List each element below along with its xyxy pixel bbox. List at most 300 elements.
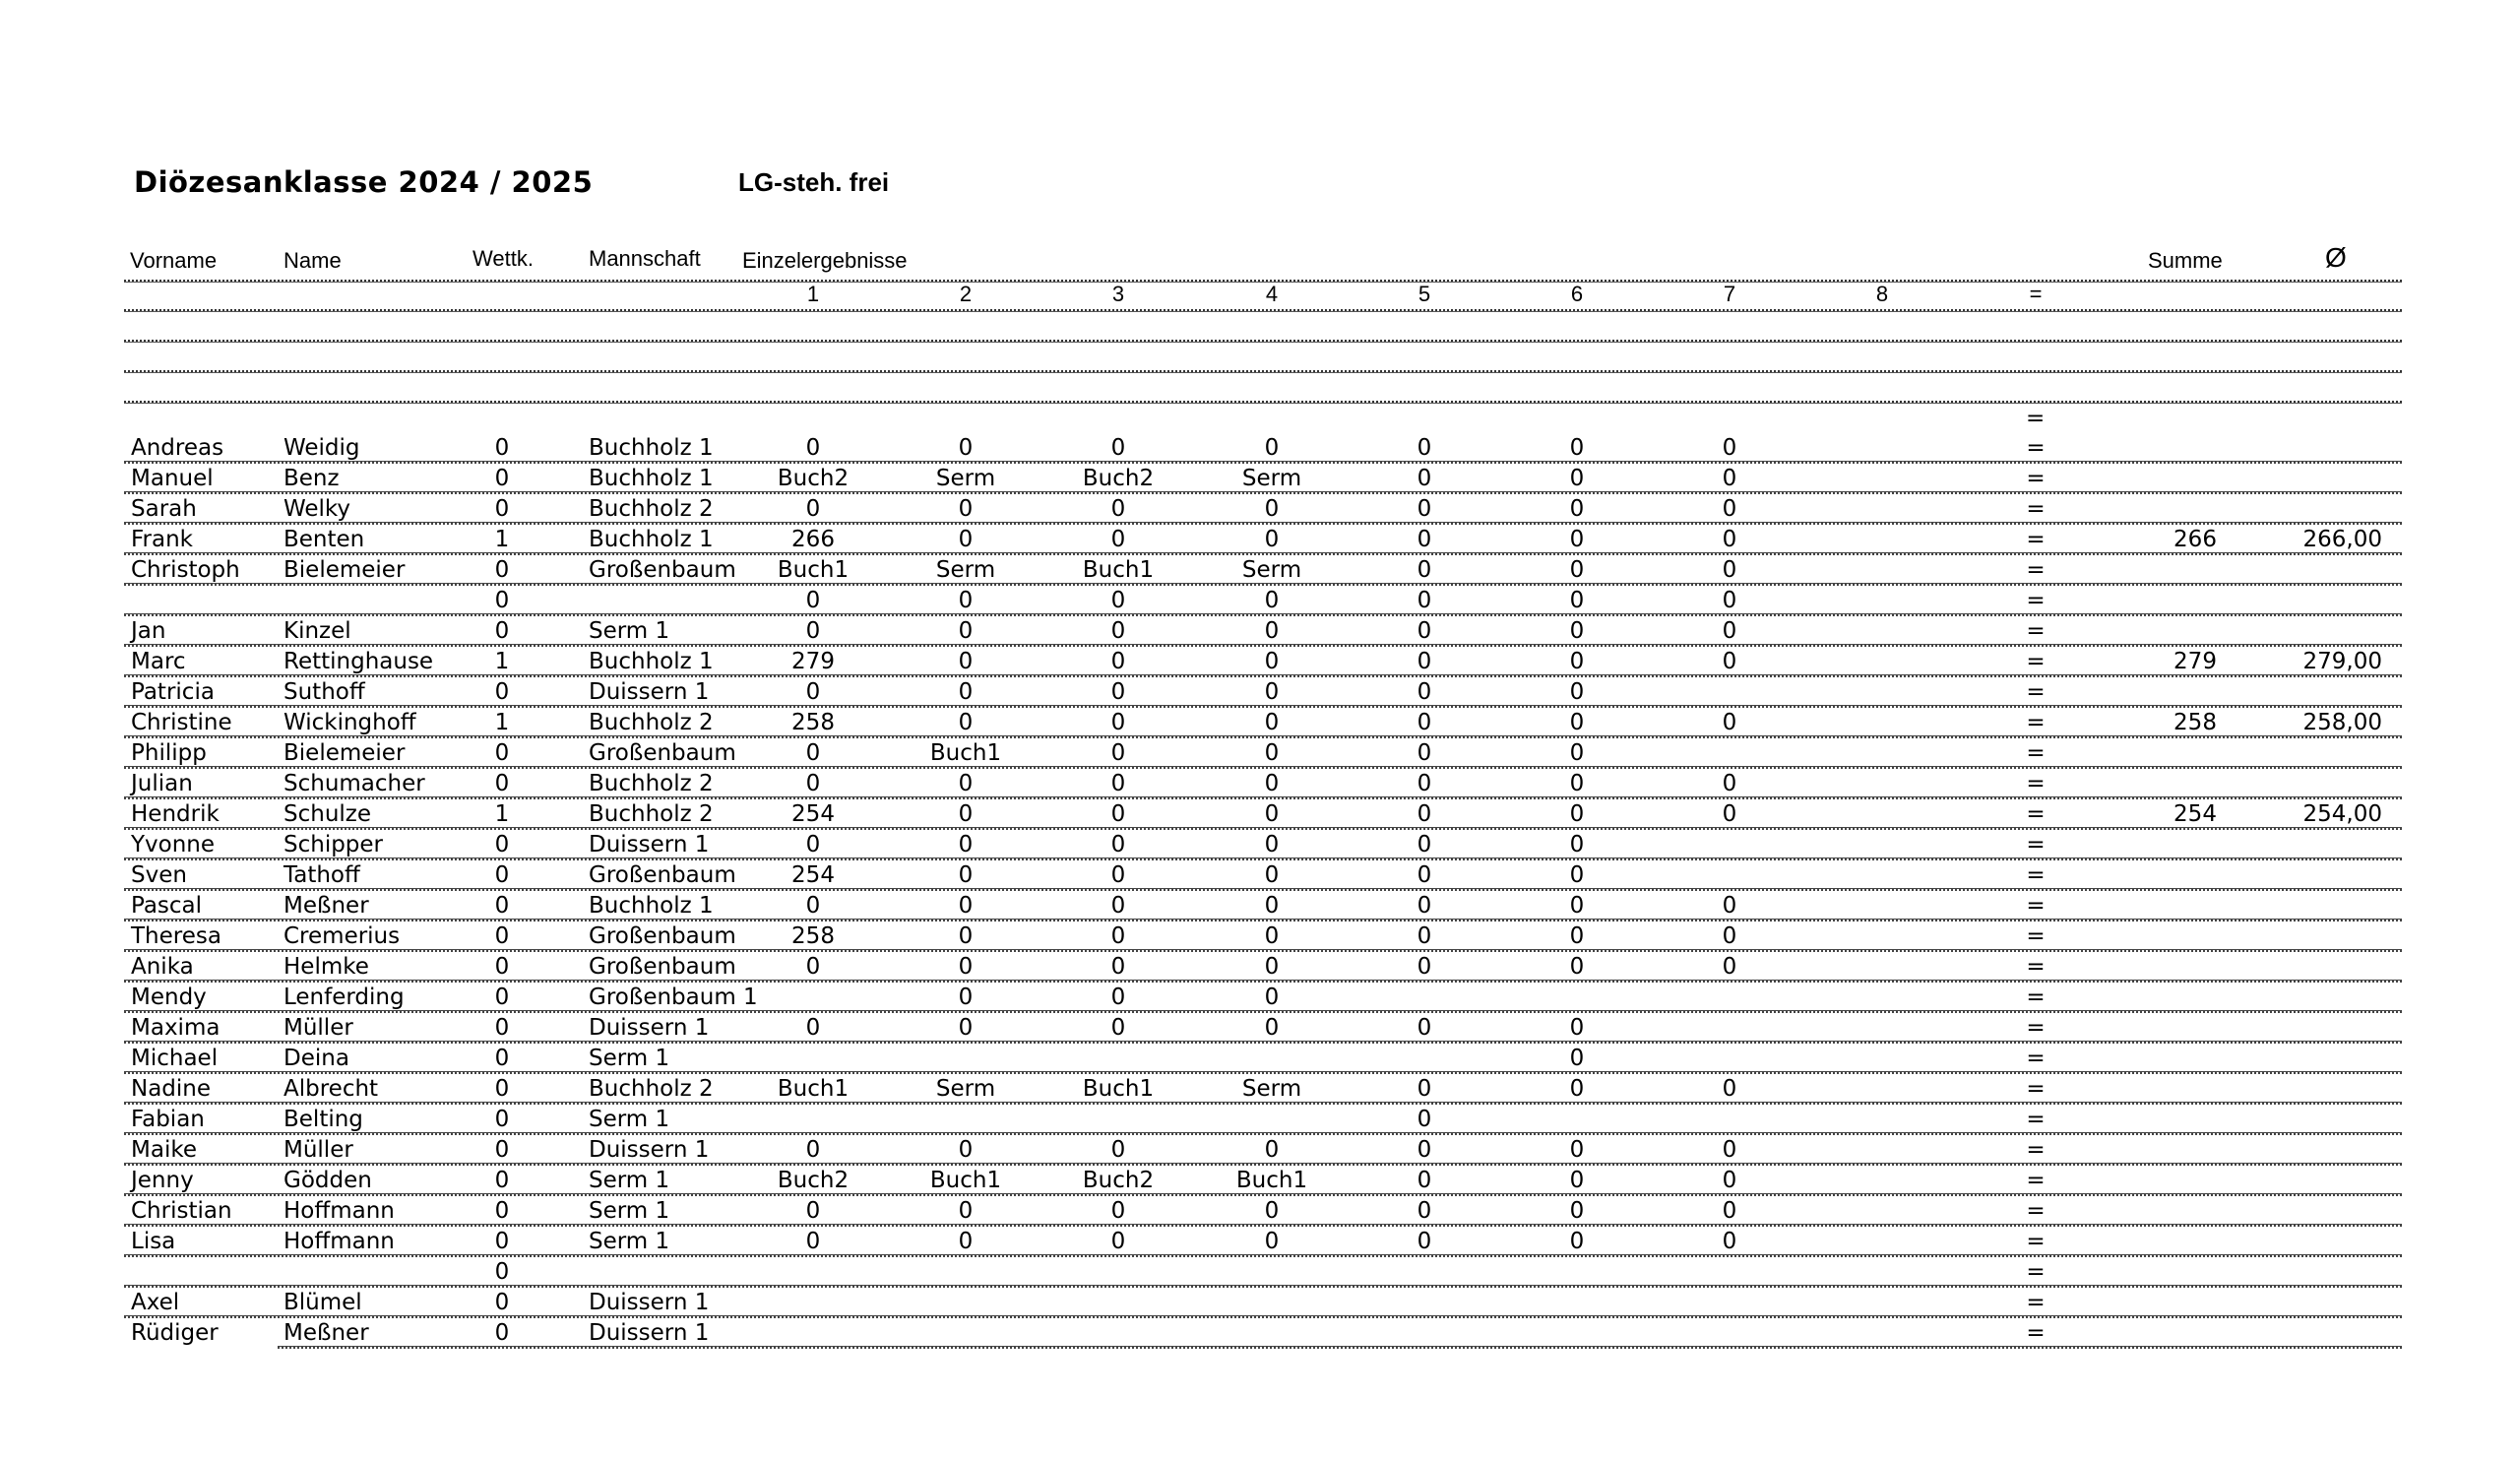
table-row [0, 952, 2520, 983]
cell-vorname: Anika [131, 954, 194, 980]
cell-round-4: Serm [1241, 557, 1302, 583]
cell-vorname: Philipp [131, 740, 207, 766]
cell-equals: = [2026, 1076, 2046, 1102]
cell-round-3: 0 [1110, 679, 1126, 705]
cell-equals: = [2026, 862, 2046, 888]
cell-wettk: 0 [494, 435, 510, 461]
cell-name: Cremerius [284, 923, 401, 949]
cell-round-7: 0 [1722, 618, 1737, 644]
cell-round-5: 0 [1417, 801, 1432, 827]
round-number-6: 6 [1570, 282, 1584, 306]
cell-round-6: 0 [1569, 496, 1585, 522]
cell-wettk: 1 [494, 527, 510, 552]
cell-round-5: 0 [1417, 923, 1432, 949]
table-row [0, 433, 2520, 464]
cell-round-5: 0 [1417, 588, 1432, 613]
cell-equals: = [2026, 588, 2046, 613]
cell-round-1: 0 [805, 618, 821, 644]
cell-round-4: 0 [1264, 1229, 1280, 1254]
cell-round-6: 0 [1569, 893, 1585, 919]
cell-vorname: Fabian [131, 1107, 205, 1132]
cell-mannschaft: Großenbaum [589, 557, 736, 583]
cell-round-2: 0 [958, 1229, 974, 1254]
cell-wettk: 0 [494, 1290, 510, 1315]
cell-name: Bielemeier [284, 557, 406, 583]
cell-round-4: 0 [1264, 649, 1280, 674]
cell-mannschaft: Buchholz 2 [589, 496, 714, 522]
cell-vorname: Marc [131, 649, 186, 674]
cell-round-4: 0 [1264, 1198, 1280, 1224]
cell-vorname: Christoph [131, 557, 240, 583]
cell-round-2: 0 [958, 710, 974, 735]
header-name: Name [284, 248, 342, 273]
cell-round-1: 0 [805, 1137, 821, 1163]
cell-wettk: 0 [494, 618, 510, 644]
round-number-8: 8 [1875, 282, 1889, 306]
table-row [0, 616, 2520, 647]
cell-round-4: 0 [1264, 588, 1280, 613]
cell-round-6: 0 [1569, 1015, 1585, 1041]
table-row [0, 555, 2520, 586]
cell-wettk: 0 [494, 1259, 510, 1285]
cell-round-7: 0 [1722, 435, 1737, 461]
cell-name: Meßner [284, 893, 369, 919]
cell-round-6: 0 [1569, 679, 1585, 705]
cell-round-6: 0 [1569, 832, 1585, 858]
cell-average: 266,00 [2302, 527, 2382, 552]
table-row [0, 647, 2520, 677]
header-divider [124, 280, 2402, 283]
cell-summe: 279 [2174, 649, 2217, 674]
cell-wettk: 0 [494, 1076, 510, 1102]
cell-equals: = [2026, 496, 2046, 522]
cell-round-4: 0 [1264, 679, 1280, 705]
cell-round-6: 0 [1569, 1046, 1585, 1071]
cell-round-1: 0 [805, 832, 821, 858]
cell-round-1: 0 [805, 893, 821, 919]
header-vorname: Vorname [130, 248, 218, 273]
cell-round-7: 0 [1722, 527, 1737, 552]
cell-mannschaft: Duissern 1 [589, 1320, 710, 1346]
cell-round-1: 0 [805, 1198, 821, 1224]
cell-name: Bielemeier [284, 740, 406, 766]
cell-equals: = [2026, 466, 2046, 491]
header-wettk: Wettk. [472, 246, 534, 271]
cell-round-6: 0 [1569, 771, 1585, 796]
cell-vorname: Axel [131, 1290, 180, 1315]
cell-round-4: 0 [1264, 923, 1280, 949]
cell-vorname: Andreas [131, 435, 224, 461]
cell-round-7: 0 [1722, 1229, 1737, 1254]
cell-wettk: 0 [494, 1015, 510, 1041]
table-row [0, 494, 2520, 525]
divider [124, 309, 2402, 312]
cell-round-3: 0 [1110, 618, 1126, 644]
cell-round-3: 0 [1110, 588, 1126, 613]
cell-round-3: 0 [1110, 1198, 1126, 1224]
cell-round-2: 0 [958, 1015, 974, 1041]
cell-equals: = [2026, 832, 2046, 858]
cell-round-3: 0 [1110, 862, 1126, 888]
row-divider [278, 1346, 2402, 1349]
cell-round-5: 0 [1417, 527, 1432, 552]
cell-round-2: 0 [958, 679, 974, 705]
cell-mannschaft: Buchholz 2 [589, 710, 714, 735]
cell-round-4: Buch1 [1235, 1168, 1308, 1193]
cell-wettk: 0 [494, 1198, 510, 1224]
cell-round-4: 0 [1264, 954, 1280, 980]
round-number-2: 2 [959, 282, 973, 306]
table-row [0, 1227, 2520, 1257]
cell-round-3: Buch1 [1082, 557, 1155, 583]
cell-round-4: 0 [1264, 832, 1280, 858]
cell-name: Blümel [284, 1290, 362, 1315]
cell-mannschaft: Großenbaum [589, 740, 736, 766]
cell-equals: = [2026, 1137, 2046, 1163]
cell-round-4: 0 [1264, 618, 1280, 644]
cell-wettk: 0 [494, 832, 510, 858]
table-row [0, 464, 2520, 494]
cell-round-7: 0 [1722, 954, 1737, 980]
cell-mannschaft: Großenbaum [589, 862, 736, 888]
cell-name: Kinzel [284, 618, 351, 644]
cell-round-5: 0 [1417, 466, 1432, 491]
cell-mannschaft: Buchholz 1 [589, 527, 714, 552]
cell-round-1: 0 [805, 679, 821, 705]
cell-equals: = [2026, 1046, 2046, 1071]
cell-round-1: 254 [791, 801, 835, 827]
cell-round-3: 0 [1110, 1137, 1126, 1163]
cell-round-3: 0 [1110, 893, 1126, 919]
cell-vorname: Nadine [131, 1076, 212, 1102]
cell-mannschaft: Duissern 1 [589, 832, 710, 858]
cell-round-1: Buch1 [777, 557, 850, 583]
cell-equals: = [2026, 679, 2046, 705]
cell-round-1: 279 [791, 649, 835, 674]
cell-round-7: 0 [1722, 496, 1737, 522]
table-row [0, 769, 2520, 799]
cell-mannschaft: Großenbaum [589, 923, 736, 949]
cell-equals: = [2026, 618, 2046, 644]
table-row [0, 860, 2520, 891]
cell-mannschaft: Großenbaum 1 [589, 985, 758, 1010]
cell-wettk: 0 [494, 1168, 510, 1193]
cell-wettk: 1 [494, 801, 510, 827]
cell-round-2: Serm [935, 1076, 996, 1102]
cell-round-7: 0 [1722, 710, 1737, 735]
header-summe: Summe [2148, 248, 2223, 273]
cell-equals: = [2026, 710, 2046, 735]
cell-wettk: 1 [494, 710, 510, 735]
cell-round-7: 0 [1722, 1076, 1737, 1102]
table-row [0, 1013, 2520, 1044]
cell-round-6: 0 [1569, 923, 1585, 949]
cell-equals: = [2026, 1107, 2046, 1132]
cell-wettk: 0 [494, 1320, 510, 1346]
table-row [0, 1288, 2520, 1318]
cell-equals: = [2026, 801, 2046, 827]
page-title: Diözesanklasse 2024 / 2025 [134, 165, 594, 199]
cell-summe: 266 [2174, 527, 2217, 552]
cell-equals: = [2026, 1290, 2046, 1315]
cell-round-5: 0 [1417, 862, 1432, 888]
cell-round-3: 0 [1110, 740, 1126, 766]
cell-round-5: 0 [1417, 771, 1432, 796]
cell-name: Deina [284, 1046, 349, 1071]
cell-wettk: 0 [494, 771, 510, 796]
cell-wettk: 0 [494, 893, 510, 919]
cell-wettk: 0 [494, 985, 510, 1010]
cell-round-2: 0 [958, 862, 974, 888]
cell-round-3: 0 [1110, 923, 1126, 949]
cell-round-5: 0 [1417, 1137, 1432, 1163]
cell-round-2: 0 [958, 588, 974, 613]
cell-round-2: Serm [935, 466, 996, 491]
cell-mannschaft: Duissern 1 [589, 1137, 710, 1163]
cell-round-6: 0 [1569, 1137, 1585, 1163]
cell-round-7: 0 [1722, 1168, 1737, 1193]
table-row [0, 830, 2520, 860]
table-row [0, 921, 2520, 952]
cell-round-6: 0 [1569, 527, 1585, 552]
cell-round-2: 0 [958, 1198, 974, 1224]
cell-round-5: 0 [1417, 710, 1432, 735]
cell-name: Müller [284, 1137, 353, 1163]
table-row [0, 525, 2520, 555]
divider [124, 340, 2402, 343]
cell-round-6: 0 [1569, 740, 1585, 766]
cell-round-3: 0 [1110, 771, 1126, 796]
header-einzelergebnisse: Einzelergebnisse [742, 248, 908, 273]
cell-round-2: 0 [958, 954, 974, 980]
cell-vorname: Maike [131, 1137, 197, 1163]
cell-name: Benz [284, 466, 340, 491]
cell-wettk: 0 [494, 679, 510, 705]
cell-average: 279,00 [2302, 649, 2382, 674]
empty-row-equals: = [2026, 406, 2046, 431]
cell-round-2: 0 [958, 618, 974, 644]
cell-name: Schulze [284, 801, 372, 827]
cell-round-5: 0 [1417, 1076, 1432, 1102]
cell-round-4: 0 [1264, 801, 1280, 827]
cell-wettk: 0 [494, 466, 510, 491]
cell-round-3: 0 [1110, 527, 1126, 552]
cell-round-6: 0 [1569, 1229, 1585, 1254]
cell-name: Gödden [284, 1168, 372, 1193]
cell-mannschaft: Duissern 1 [589, 679, 710, 705]
cell-round-4: 0 [1264, 740, 1280, 766]
divider [124, 401, 2402, 404]
cell-round-3: Buch2 [1082, 466, 1155, 491]
cell-round-1: Buch2 [777, 1168, 850, 1193]
cell-round-2: 0 [958, 985, 974, 1010]
cell-wettk: 0 [494, 954, 510, 980]
header-mannschaft: Mannschaft [589, 246, 701, 271]
cell-vorname: Jan [131, 618, 166, 644]
round-number-1: 1 [806, 282, 820, 306]
cell-name: Welky [284, 496, 351, 522]
cell-round-6: 0 [1569, 954, 1585, 980]
cell-wettk: 0 [494, 557, 510, 583]
cell-vorname: Lisa [131, 1229, 176, 1254]
cell-round-6: 0 [1569, 466, 1585, 491]
cell-equals: = [2026, 1198, 2046, 1224]
cell-round-1: 0 [805, 771, 821, 796]
cell-round-7: 0 [1722, 771, 1737, 796]
equals-header: = [2029, 282, 2043, 306]
cell-round-7: 0 [1722, 1198, 1737, 1224]
cell-name: Hoffmann [284, 1229, 395, 1254]
cell-round-7: 0 [1722, 893, 1737, 919]
round-number-5: 5 [1418, 282, 1431, 306]
cell-mannschaft: Duissern 1 [589, 1290, 710, 1315]
table-row [0, 1105, 2520, 1135]
table-row [0, 1135, 2520, 1166]
cell-mannschaft: Buchholz 2 [589, 1076, 714, 1102]
cell-mannschaft: Buchholz 1 [589, 649, 714, 674]
table-row [0, 799, 2520, 830]
cell-round-6: 0 [1569, 862, 1585, 888]
cell-round-7: 0 [1722, 588, 1737, 613]
cell-round-2: 0 [958, 923, 974, 949]
table-row [0, 891, 2520, 921]
cell-round-3: 0 [1110, 1229, 1126, 1254]
cell-round-3: 0 [1110, 832, 1126, 858]
cell-round-7: 0 [1722, 801, 1737, 827]
cell-round-7: 0 [1722, 466, 1737, 491]
cell-round-6: 0 [1569, 435, 1585, 461]
cell-round-1: 266 [791, 527, 835, 552]
cell-vorname: Jenny [131, 1168, 194, 1193]
cell-name: Lenferding [284, 985, 405, 1010]
cell-name: Schumacher [284, 771, 425, 796]
cell-summe: 258 [2174, 710, 2217, 735]
cell-name: Albrecht [284, 1076, 379, 1102]
cell-round-1: 258 [791, 710, 835, 735]
cell-round-4: 0 [1264, 985, 1280, 1010]
cell-name: Rettinghause [284, 649, 434, 674]
cell-round-5: 0 [1417, 1107, 1432, 1132]
cell-mannschaft: Serm 1 [589, 1046, 670, 1071]
cell-round-7: 0 [1722, 649, 1737, 674]
cell-mannschaft: Buchholz 1 [589, 435, 714, 461]
cell-round-1: 0 [805, 740, 821, 766]
cell-vorname: Theresa [131, 923, 221, 949]
cell-round-5: 0 [1417, 832, 1432, 858]
cell-round-2: 0 [958, 801, 974, 827]
cell-round-2: 0 [958, 893, 974, 919]
cell-round-5: 0 [1417, 893, 1432, 919]
cell-round-4: 0 [1264, 710, 1280, 735]
cell-name: Meßner [284, 1320, 369, 1346]
cell-round-3: 0 [1110, 435, 1126, 461]
cell-mannschaft: Duissern 1 [589, 1015, 710, 1041]
cell-equals: = [2026, 923, 2046, 949]
cell-round-1: 0 [805, 496, 821, 522]
cell-vorname: Hendrik [131, 801, 220, 827]
cell-equals: = [2026, 1320, 2046, 1346]
cell-round-1: 0 [805, 1229, 821, 1254]
cell-name: Helmke [284, 954, 369, 980]
cell-name: Weidig [284, 435, 360, 461]
cell-wettk: 0 [494, 740, 510, 766]
cell-equals: = [2026, 1168, 2046, 1193]
round-number-4: 4 [1265, 282, 1279, 306]
table-row [0, 1044, 2520, 1074]
cell-mannschaft: Buchholz 2 [589, 771, 714, 796]
cell-equals: = [2026, 1259, 2046, 1285]
cell-round-2: Buch1 [929, 740, 1002, 766]
cell-round-1: 0 [805, 954, 821, 980]
round-number-7: 7 [1723, 282, 1736, 306]
cell-name: Wickinghoff [284, 710, 416, 735]
cell-vorname: Christian [131, 1198, 232, 1224]
cell-round-5: 0 [1417, 557, 1432, 583]
cell-round-2: 0 [958, 1137, 974, 1163]
cell-round-4: Serm [1241, 466, 1302, 491]
cell-wettk: 0 [494, 862, 510, 888]
cell-round-4: 0 [1264, 862, 1280, 888]
cell-round-6: 0 [1569, 801, 1585, 827]
cell-round-1: 0 [805, 435, 821, 461]
cell-round-1: 0 [805, 1015, 821, 1041]
table-row [0, 586, 2520, 616]
cell-round-1: 0 [805, 588, 821, 613]
cell-round-3: Buch2 [1082, 1168, 1155, 1193]
cell-round-7: 0 [1722, 557, 1737, 583]
cell-mannschaft: Serm 1 [589, 1229, 670, 1254]
cell-vorname: Patricia [131, 679, 215, 705]
table-row [0, 738, 2520, 769]
table-row [0, 708, 2520, 738]
cell-round-5: 0 [1417, 1229, 1432, 1254]
cell-round-3: 0 [1110, 801, 1126, 827]
cell-round-4: 0 [1264, 435, 1280, 461]
divider [124, 370, 2402, 373]
cell-round-2: 0 [958, 771, 974, 796]
cell-round-5: 0 [1417, 679, 1432, 705]
table-row [0, 1318, 2520, 1349]
cell-round-5: 0 [1417, 1015, 1432, 1041]
cell-round-5: 0 [1417, 1198, 1432, 1224]
cell-round-4: 0 [1264, 1137, 1280, 1163]
table-row [0, 677, 2520, 708]
cell-name: Müller [284, 1015, 353, 1041]
cell-wettk: 0 [494, 1107, 510, 1132]
cell-equals: = [2026, 557, 2046, 583]
cell-mannschaft: Großenbaum [589, 954, 736, 980]
cell-vorname: Julian [131, 771, 193, 796]
cell-round-7: 0 [1722, 923, 1737, 949]
cell-round-3: Buch1 [1082, 1076, 1155, 1102]
cell-vorname: Maxima [131, 1015, 220, 1041]
cell-round-2: 0 [958, 649, 974, 674]
cell-wettk: 1 [494, 649, 510, 674]
cell-round-6: 0 [1569, 649, 1585, 674]
cell-vorname: Pascal [131, 893, 203, 919]
cell-summe: 254 [2174, 801, 2217, 827]
cell-round-6: 0 [1569, 1076, 1585, 1102]
cell-round-5: 0 [1417, 618, 1432, 644]
cell-round-3: 0 [1110, 985, 1126, 1010]
cell-round-4: 0 [1264, 893, 1280, 919]
cell-round-6: 0 [1569, 557, 1585, 583]
cell-round-3: 0 [1110, 954, 1126, 980]
cell-round-3: 0 [1110, 1015, 1126, 1041]
cell-round-3: 0 [1110, 649, 1126, 674]
cell-vorname: Sven [131, 862, 187, 888]
cell-equals: = [2026, 527, 2046, 552]
